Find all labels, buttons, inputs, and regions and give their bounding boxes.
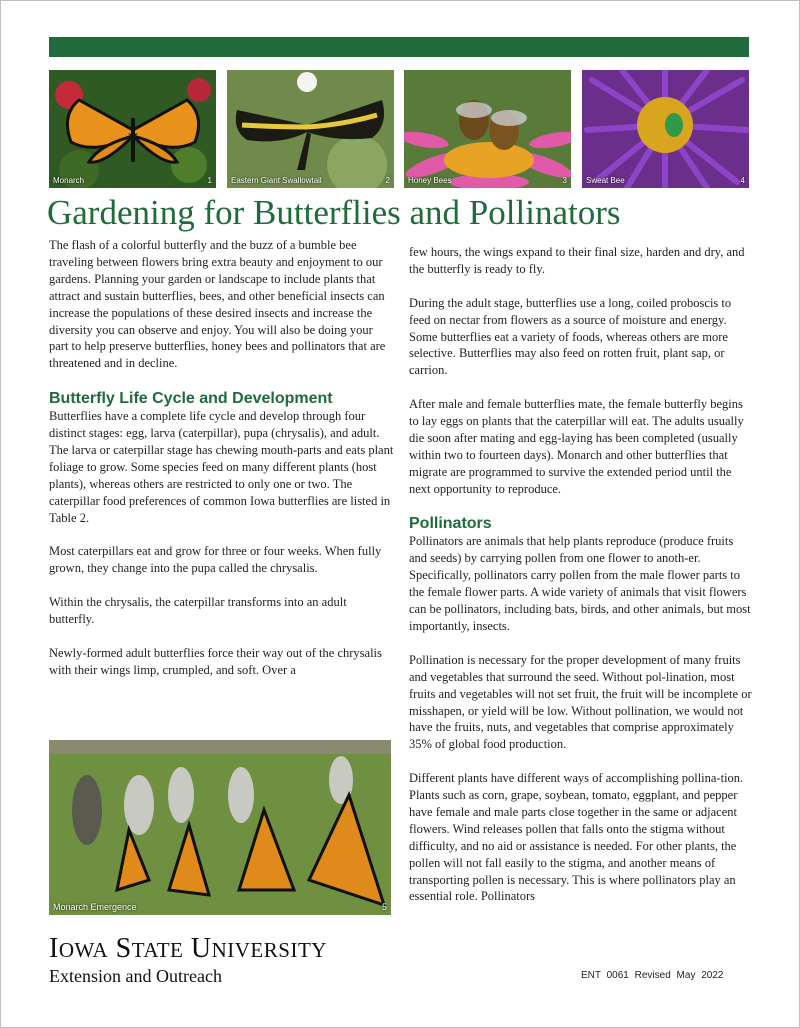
photo-caption: Honey Bees <box>408 176 452 185</box>
paragraph: Pollination is necessary for the proper development of many fruits and vegetables that surround the seed. Without pol-lination, most fruits and vegetables will not set fruit, the fruit will be incomplete or misshapen, or yield will be low. Without pollination, we would not have the fruits, nuts, and vegetables that comprise approximately 35% of global food production. <box>409 652 752 752</box>
document-info <box>581 970 723 981</box>
paragraph: Newly-formed adult butterflies force their way out of the chrysalis with their wings limp, crumpled, and soft. Over a <box>49 645 382 677</box>
photo-caption: Sweat Bee <box>586 176 625 185</box>
photo-number: 3 <box>562 176 567 185</box>
logo-letter: NIVERSITY <box>211 938 327 962</box>
header-bar <box>49 37 749 57</box>
isu-logo <box>49 934 327 987</box>
photo-caption: Monarch <box>53 176 85 185</box>
photo-caption: Eastern Giant Swallowtail <box>231 176 322 185</box>
left-column <box>49 237 394 695</box>
photo-number: 5 <box>381 902 387 912</box>
logo-letter: OWA <box>58 938 109 962</box>
logo-letter: TATE <box>131 938 184 962</box>
paragraph: Most caterpillars eat and grow for three or four weeks. When fully grown, they change into the pupa called the chrysalis. <box>49 544 382 576</box>
revised-label: Revised <box>634 970 671 981</box>
page-title: Gardening for Butterflies and Pollinators <box>47 193 621 232</box>
paragraph: few hours, the wings expand to their final size, harden and dry, and the butterfly is ready to fly. <box>409 245 745 276</box>
photo-caption: Monarch Emergence <box>53 902 137 912</box>
photo-number: 4 <box>740 176 745 185</box>
revision-date: May 2022 <box>676 970 724 981</box>
intro-paragraph: The flash of a colorful butterfly and the buzz of a bumble bee traveling between flowers bring extra beauty and enjoyment to our gardens. Planning your garden or landscape to include plants that attract and sustain butterflies, bees, and other beneficial insects can increase the populations of these desired insects and increase the diversity you can observe and enjoy. You will also be doing your part to help preserve butterflies, honey bees and pollinators that are threatened and in decline. <box>49 238 386 371</box>
right-column <box>409 244 753 922</box>
logo-letter: I <box>49 933 59 964</box>
logo-letter: S <box>115 933 132 964</box>
extension-outreach: Extension and Outreach <box>49 966 222 986</box>
paragraph: Butterflies have a complete life cycle and develop through four distinct stages: egg, larva (caterpillar), pupa (chrysalis), and adult. The larva or caterpillar stage has chewing mouth-parts and eats plant foliage to grow. Some species feed on many different plants (host plants), whereas others are restricted to only one or two. The caterpillar food preferences of common Iowa butterflies are listed in Table 2. <box>49 409 394 525</box>
photo-monarch <box>49 70 216 188</box>
doc-id: ENT 0061 <box>581 970 629 981</box>
photo-swallowtail <box>227 70 394 188</box>
paragraph: Different plants have different ways of accomplishing pollina-tion. Plants such as corn, grape, soybean, tomato, eggplant, and pepper have female and male parts close together in the same or adjacent flowers. Wind releases pollen that falls onto the stigma without difficulty, and no aid or assistance is needed. For other plants, the pollen will not fall easily to the stigma, and another means of transporting pollen is necessary. This is where pollinators play an essential role. Pollinators <box>409 771 744 904</box>
paragraph: Pollinators are animals that help plants reproduce (produce fruits and seeds) by carrying pollen from one flower to anoth-er. Specifically, pollinators carry pollen from the male flower parts to the female flower parts. A wide variety of animals that visit flowers can be pollinators, including bats, birds, and other animals, but most importantly, insects. <box>409 534 751 633</box>
photo-strip <box>49 70 749 188</box>
section-heading-pollinators: Pollinators <box>409 515 492 533</box>
photo-number: 1 <box>207 176 212 185</box>
section-heading-life-cycle: Butterfly Life Cycle and Development <box>49 390 333 408</box>
isu-wordmark <box>49 934 327 965</box>
paragraph: During the adult stage, butterflies use a long, coiled proboscis to feed on nectar from flowers as a source of moisture and energy. Some butterflies eat a variety of foods, whereas others are more selective. Butterflies may also feed on rotten fruit, plant sap, or carrion. <box>409 295 732 378</box>
photo-number: 2 <box>385 176 390 185</box>
photo-monarch-emergence <box>49 740 391 915</box>
paragraph: After male and female butterflies mate, the female butterfly begins to lay eggs on plants that the caterpillar will eat. The adults usually die soon after mating and egg-laying has been completed (usually within two to fourteen days). Monarch and other butterflies that migrate are programmed to survive the extended period until the next opportunity to reproduce. <box>409 397 744 496</box>
photo-honey-bees <box>404 70 571 188</box>
paragraph: Within the chrysalis, the caterpillar transforms into an adult butterfly. <box>49 595 347 626</box>
photo-sweat-bee <box>582 70 749 188</box>
logo-letter: U <box>190 933 212 964</box>
